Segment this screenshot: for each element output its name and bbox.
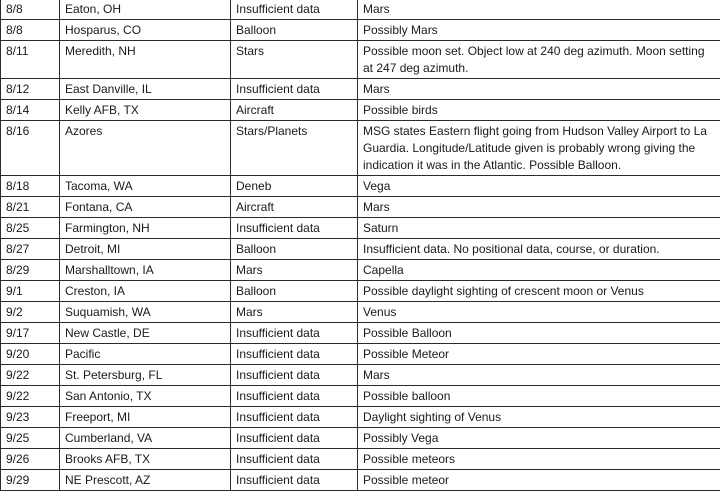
location-cell: St. Petersburg, FL [60,365,231,386]
notes-cell: Possible meteors [358,449,720,470]
date-cell: 8/14 [1,100,60,121]
table-row [1,0,720,20]
notes-cell: MSG states Eastern flight going from Hudson Valley Airport to La Guardia. Longitude/Latitude given is probably wrong giving the indication it was in the Atlantic. Possible Balloon. [358,121,720,176]
table-row [1,79,720,100]
table-row [1,386,720,407]
notes-cell: Mars [358,0,720,20]
table-row [1,365,720,386]
date-cell: 8/8 [1,20,60,41]
location-cell: Azores [60,121,231,176]
evaluation-cell: Insufficient data [231,0,358,20]
evaluation-cell: Mars [231,260,358,281]
table-row [1,176,720,197]
location-cell: Meredith, NH [60,41,231,79]
date-cell: 9/2 [1,302,60,323]
location-cell: Cumberland, VA [60,428,231,449]
notes-cell: Possible meteor [358,470,720,491]
date-cell: 8/25 [1,218,60,239]
notes-cell: Possible Balloon [358,323,720,344]
date-cell: 9/17 [1,323,60,344]
table-row [1,121,720,176]
date-cell: 8/12 [1,79,60,100]
location-cell: Freeport, MI [60,407,231,428]
table-row [1,218,720,239]
table-row [1,260,720,281]
evaluation-cell: Balloon [231,281,358,302]
location-cell: Brooks AFB, TX [60,449,231,470]
evaluation-cell: Insufficient data [231,323,358,344]
location-cell: Creston, IA [60,281,231,302]
notes-cell: Possible birds [358,100,720,121]
evaluation-cell: Insufficient data [231,428,358,449]
table-row [1,20,720,41]
date-cell: 8/8 [1,0,60,20]
table-row [1,100,720,121]
evaluation-cell: Insufficient data [231,218,358,239]
location-cell: Suquamish, WA [60,302,231,323]
location-cell: Farmington, NH [60,218,231,239]
notes-cell: Insufficient data. No positional data, course, or duration. [358,239,720,260]
notes-cell: Daylight sighting of Venus [358,407,720,428]
table-row [1,281,720,302]
location-cell: Hosparus, CO [60,20,231,41]
evaluation-cell: Insufficient data [231,365,358,386]
table-row [1,449,720,470]
notes-cell: Saturn [358,218,720,239]
location-cell: Pacific [60,344,231,365]
evaluation-cell: Insufficient data [231,79,358,100]
location-cell: Eaton, OH [60,0,231,20]
date-cell: 9/20 [1,344,60,365]
evaluation-cell: Insufficient data [231,344,358,365]
date-cell: 8/11 [1,41,60,79]
notes-cell: Mars [358,79,720,100]
notes-cell: Possibly Mars [358,20,720,41]
notes-cell: Capella [358,260,720,281]
date-cell: 9/23 [1,407,60,428]
table-row [1,470,720,491]
date-cell: 9/29 [1,470,60,491]
evaluation-cell: Stars/Planets [231,121,358,176]
table-row [1,41,720,79]
location-cell: San Antonio, TX [60,386,231,407]
date-cell: 9/1 [1,281,60,302]
evaluation-cell: Mars [231,302,358,323]
date-cell: 8/29 [1,260,60,281]
table-row [1,197,720,218]
notes-cell: Vega [358,176,720,197]
notes-cell: Venus [358,302,720,323]
notes-cell: Possible Meteor [358,344,720,365]
notes-cell: Possible balloon [358,386,720,407]
date-cell: 9/22 [1,365,60,386]
date-cell: 9/22 [1,386,60,407]
table-row [1,323,720,344]
notes-cell: Possible moon set. Object low at 240 deg azimuth. Moon setting at 247 deg azimuth. [358,41,720,79]
date-cell: 8/27 [1,239,60,260]
evaluation-cell: Deneb [231,176,358,197]
evaluation-cell: Stars [231,41,358,79]
evaluation-cell: Insufficient data [231,470,358,491]
evaluation-cell: Insufficient data [231,407,358,428]
location-cell: East Danville, IL [60,79,231,100]
evaluation-cell: Insufficient data [231,449,358,470]
table-body [1,0,720,491]
date-cell: 8/16 [1,121,60,176]
date-cell: 9/25 [1,428,60,449]
date-cell: 8/18 [1,176,60,197]
notes-cell: Possible daylight sighting of crescent moon or Venus [358,281,720,302]
table-row [1,407,720,428]
location-cell: New Castle, DE [60,323,231,344]
location-cell: NE Prescott, AZ [60,470,231,491]
evaluation-cell: Balloon [231,20,358,41]
location-cell: Marshalltown, IA [60,260,231,281]
table-row [1,302,720,323]
location-cell: Kelly AFB, TX [60,100,231,121]
date-cell: 8/21 [1,197,60,218]
table-row [1,428,720,449]
table-row [1,239,720,260]
date-cell: 9/26 [1,449,60,470]
location-cell: Detroit, MI [60,239,231,260]
location-cell: Tacoma, WA [60,176,231,197]
evaluation-cell: Aircraft [231,100,358,121]
location-cell: Fontana, CA [60,197,231,218]
evaluation-cell: Insufficient data [231,386,358,407]
notes-cell: Possibly Vega [358,428,720,449]
notes-cell: Mars [358,197,720,218]
table-row [1,344,720,365]
notes-cell: Mars [358,365,720,386]
evaluation-cell: Balloon [231,239,358,260]
evaluation-cell: Aircraft [231,197,358,218]
